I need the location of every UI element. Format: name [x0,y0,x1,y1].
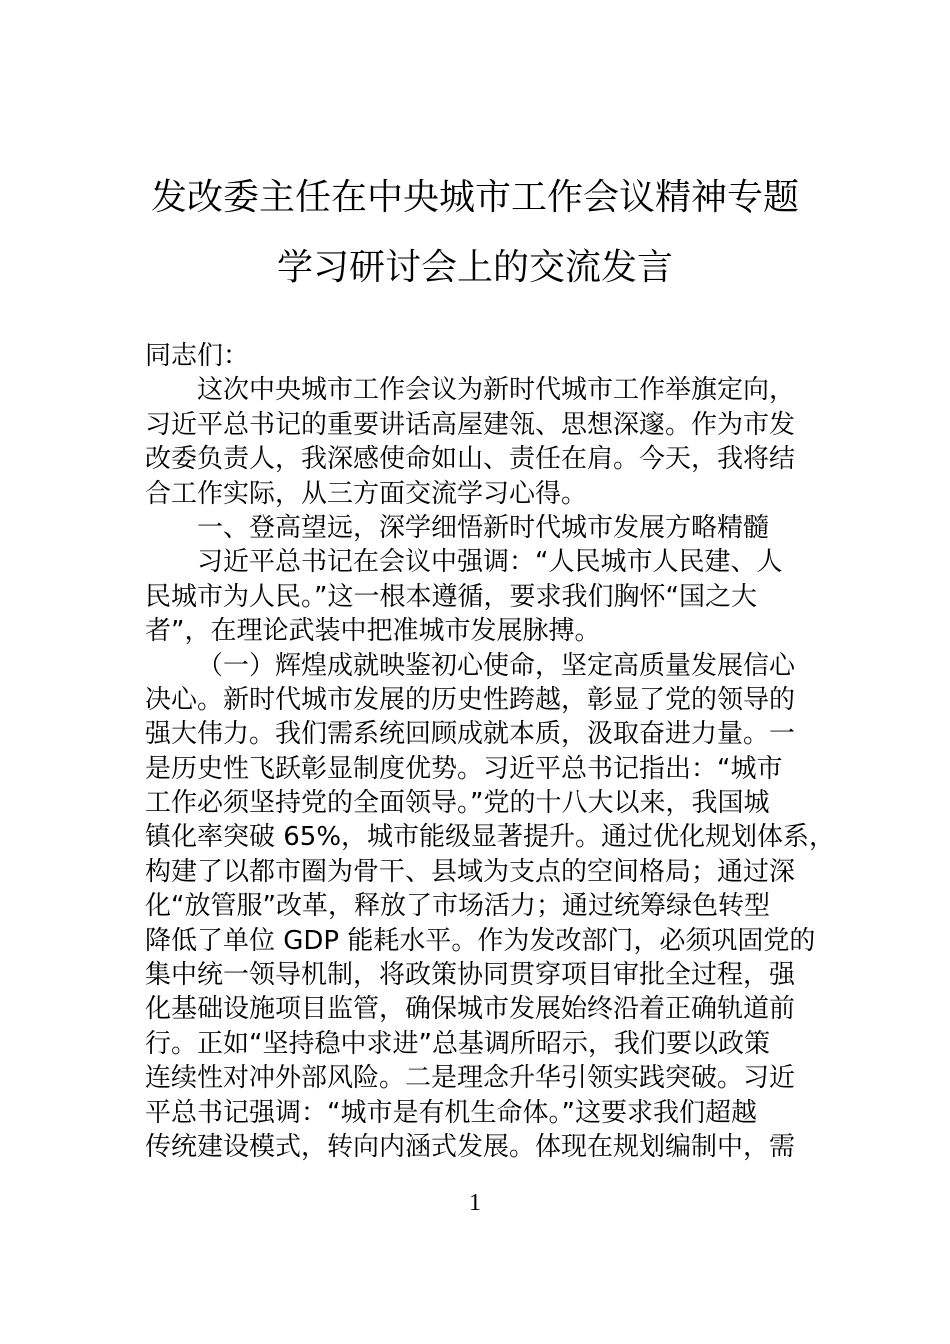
greeting: 同志们： [145,341,250,371]
document-body [145,339,836,1164]
paragraph-line: 改委负责人，我深感使命如山、责任在肩。今天，我将结 [145,444,796,475]
document-title-line-2: 学习研讨会上的交流发言 [276,247,673,288]
subsection-line: （一）辉煌成就映鉴初心使命，坚定高质量发展信心 [197,650,796,681]
paragraph-line: 工作必须坚持党的全面领导。”党的十八大以来，我国城 [145,788,770,819]
paragraph-line: 民城市为人民。”这一根本遵循，要求我们胸怀“国之大 [145,581,757,612]
paragraph-line: 习近平总书记的重要讲话高屋建瓴、思想深邃。作为市发 [145,409,796,440]
paragraph-line: 集中统一领导机制，将政策协同贯穿项目审批全过程，强 [145,960,796,991]
paragraph-line: 连续性对冲外部风险。二是理念升华引领实践突破。习近 [145,1063,796,1094]
paragraph-line: 平总书记强调：“城市是有机生命体。”这要求我们超越 [145,1097,757,1128]
paragraph-line: 构建了以都市圈为骨干、县域为支点的空间格局；通过深 [145,856,796,887]
paragraph-line: 习近平总书记在会议中强调：“人民城市人民建、人 [197,547,783,578]
paragraph-line: 是历史性飞跃彰显制度优势。习近平总书记指出：“城市 [145,753,783,784]
paragraph-line: 镇化率突破 65%，城市能级显著提升。通过优化规划体系， [145,822,836,853]
paragraph-line: 传统建设模式，转向内涵式发展。体现在规划编制中，需 [145,1131,796,1162]
paragraph-line: 化“放管服”改革，释放了市场活力；通过统筹绿色转型 [145,891,770,922]
paragraph-line: 者”，在理论武装中把准城市发展脉搏。 [145,616,601,647]
page-number: 1 [469,1190,481,1216]
paragraph-line: 行。正如“坚持稳中求进”总基调所昭示，我们要以政策 [145,1028,770,1059]
document-title-line-1: 发改委主任在中央城市工作会议精神专题 [150,177,799,218]
paragraph-line: 降低了单位 GDP 能耗水平。作为发改部门，必须巩固党的 [145,925,816,956]
paragraph-line: 合工作实际，从三方面交流学习心得。 [145,478,588,509]
paragraph-line: 这次中央城市工作会议为新时代城市工作举旗定向， [197,375,796,406]
paragraph-line: 决心。新时代城市发展的历史性跨越，彰显了党的领导的 [145,684,796,715]
paragraph-line: 强大伟力。我们需系统回顾成就本质，汲取奋进力量。一 [145,719,796,750]
section-heading: 一、登高望远，深学细悟新时代城市发展方略精髓 [197,512,770,543]
paragraph-line: 化基础设施项目监管，确保城市发展始终沿着正确轨道前 [145,994,796,1025]
